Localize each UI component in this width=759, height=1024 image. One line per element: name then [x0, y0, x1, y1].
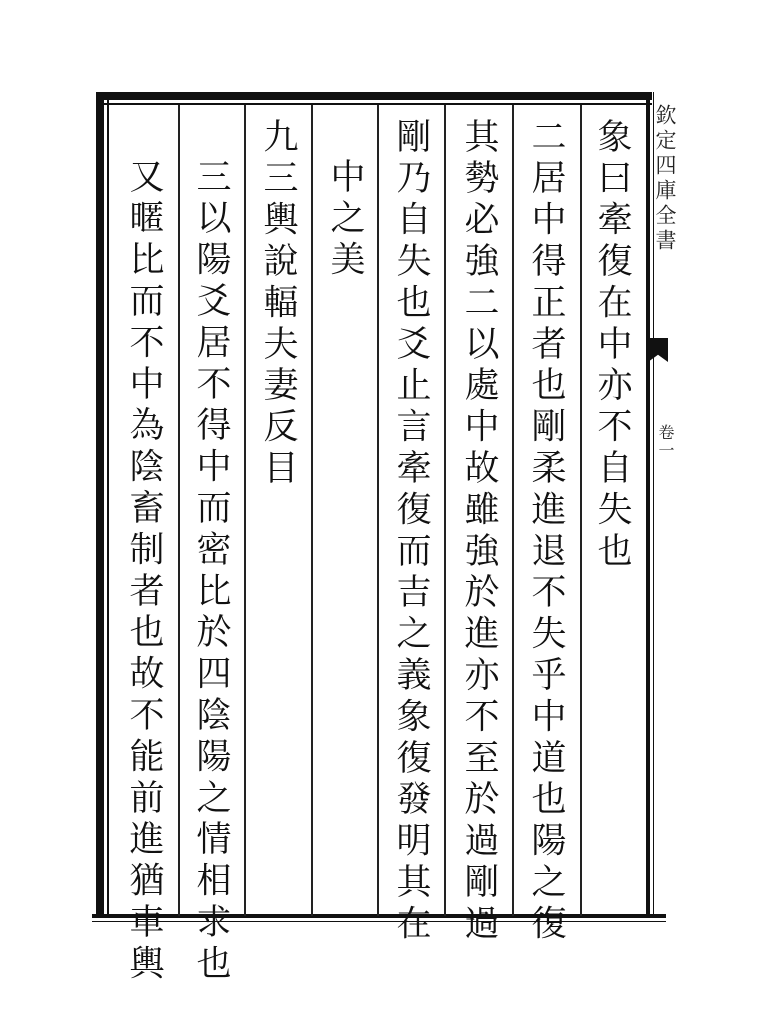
column-divider [512, 105, 514, 916]
text-column-4: 剛乃自失也爻止言牽復而吉之義象復發明其在 [391, 118, 431, 946]
column-divider [580, 105, 582, 916]
left-border-inner [107, 100, 109, 918]
left-border [96, 92, 104, 918]
margin-volume-label: 卷一 [656, 424, 675, 460]
text-column-5: 中之美 [325, 158, 365, 283]
text-column-3: 其勢必強二以處中故雖強於進亦不至於過剛過 [459, 118, 499, 946]
margin-book-title: 欽定四庫全書 [653, 104, 677, 254]
text-column-7: 三以陽爻居不得中而密比於四陰陽之情相求也 [191, 158, 231, 986]
right-border [646, 92, 650, 918]
column-divider [377, 105, 379, 916]
text-column-2: 二居中得正者也剛柔進退不失乎中道也陽之復 [526, 118, 566, 946]
column-divider [444, 105, 446, 916]
column-divider [311, 105, 313, 916]
bottom-border-inner [92, 921, 666, 922]
top-border [96, 92, 652, 100]
text-column-6: 九三輿說輻夫妻反目 [258, 118, 298, 491]
column-divider [244, 105, 246, 916]
text-column-8: 又暱比而不中為陰畜制者也故不能前進猶車輿 [124, 158, 164, 986]
text-column-1: 象曰牽復在中亦不自失也 [592, 118, 632, 574]
column-divider [178, 105, 180, 916]
